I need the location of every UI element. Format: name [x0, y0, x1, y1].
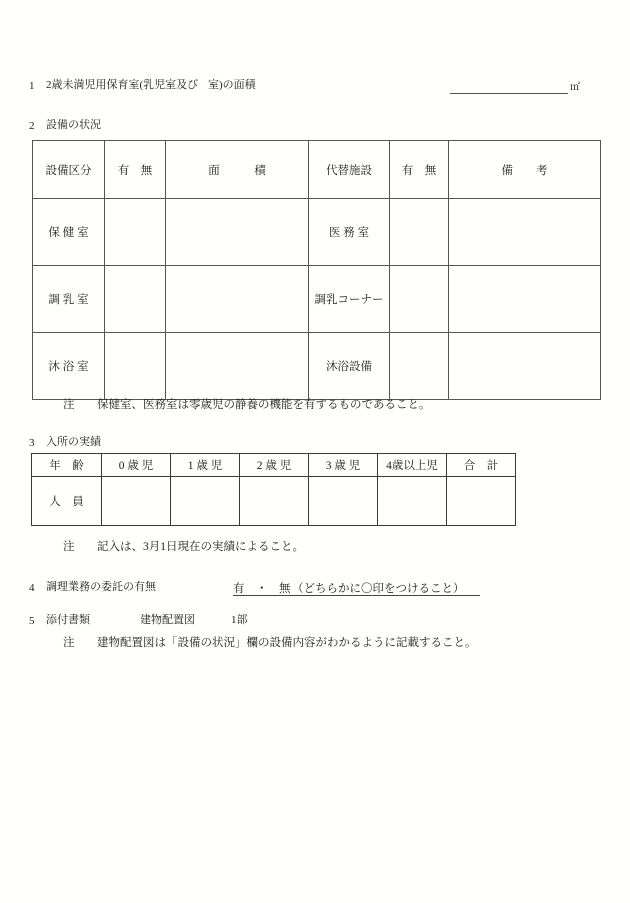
equipment-status-table — [32, 140, 601, 400]
cell-count-age-3[interactable] — [309, 477, 378, 526]
header-age-3: 3 歳 児 — [309, 454, 378, 477]
section-1-number: 1 — [29, 80, 35, 92]
cell-presence[interactable] — [105, 266, 166, 333]
header-age: 年 齢 — [32, 454, 102, 477]
header-alt-presence: 有 無 — [390, 141, 449, 199]
header-alt-facility: 代替施設 — [309, 141, 390, 199]
header-age-1: 1 歳 児 — [171, 454, 240, 477]
enrollment-record-table — [31, 453, 516, 526]
header-facility-category: 設備区分 — [33, 141, 105, 199]
cell-count-age-1[interactable] — [171, 477, 240, 526]
section-1-title-part2: 室)の面積 — [208, 79, 256, 91]
table-header-row — [33, 141, 601, 199]
cell-alt-facility: 医 務 室 — [309, 199, 390, 266]
cell-remarks[interactable] — [449, 333, 601, 400]
section-5-note-mark: 注 — [63, 637, 75, 649]
cell-count-age-2[interactable] — [240, 477, 309, 526]
table-row — [32, 477, 516, 526]
cell-facility: 沐 浴 室 — [33, 333, 105, 400]
section-4-title: 調理業務の委託の有無 — [46, 581, 156, 593]
section-5-number: 5 — [29, 615, 35, 627]
header-area: 面 積 — [166, 141, 309, 199]
header-age-0: 0 歳 児 — [102, 454, 171, 477]
cell-area[interactable] — [166, 333, 309, 400]
cell-row-label: 人 員 — [32, 477, 102, 526]
header-age-4-plus: 4歳以上児 — [378, 454, 447, 477]
table-row — [33, 333, 601, 400]
cell-presence[interactable] — [105, 333, 166, 400]
table-row — [33, 266, 601, 333]
cell-alt-facility: 調乳コーナー — [309, 266, 390, 333]
header-total: 合 計 — [447, 454, 516, 477]
cell-count-total[interactable] — [447, 477, 516, 526]
header-remarks: 備 考 — [449, 141, 601, 199]
cell-area[interactable] — [166, 266, 309, 333]
cell-area[interactable] — [166, 199, 309, 266]
section-3-title: 入所の実績 — [46, 436, 101, 448]
section-3-note-text: 記入は、3月1日現在の実績によること。 — [97, 541, 304, 553]
cell-facility: 保 健 室 — [33, 199, 105, 266]
cell-alt-facility: 沐浴設備 — [309, 333, 390, 400]
catering-outsourcing-choice-field[interactable] — [233, 580, 480, 596]
area-unit-label: ㎡ — [570, 82, 580, 93]
table-header-row — [32, 454, 516, 477]
circle-instruction-text: （どちらかに〇印をつけること） — [292, 583, 465, 595]
yes-no-option[interactable]: 有 ・ 無 — [233, 583, 291, 595]
cell-alt-presence[interactable] — [390, 266, 449, 333]
section-2-note-mark: 注 — [63, 399, 75, 411]
section-3-number: 3 — [29, 437, 35, 449]
area-input-blank[interactable] — [450, 80, 568, 94]
attachment-document-name: 建物配置図 — [140, 614, 195, 626]
cell-remarks[interactable] — [449, 199, 601, 266]
section-2-title: 設備の状況 — [46, 119, 101, 131]
section-4-number: 4 — [29, 582, 35, 594]
cell-alt-presence[interactable] — [390, 199, 449, 266]
header-presence: 有 無 — [105, 141, 166, 199]
section-2-number: 2 — [29, 120, 35, 132]
section-5-title: 添付書類 — [46, 614, 90, 626]
cell-facility: 調 乳 室 — [33, 266, 105, 333]
cell-remarks[interactable] — [449, 266, 601, 333]
table-row — [33, 199, 601, 266]
cell-alt-presence[interactable] — [390, 333, 449, 400]
attachment-quantity: 1部 — [231, 614, 248, 626]
cell-count-age-4[interactable] — [378, 477, 447, 526]
header-age-2: 2 歳 児 — [240, 454, 309, 477]
section-1-title-part1: 2歳未満児用保育室(乳児室及び — [46, 79, 199, 91]
section-5-note-text: 建物配置図は「設備の状況」欄の設備内容がわかるように記載すること。 — [97, 637, 477, 649]
cell-count-age-0[interactable] — [102, 477, 171, 526]
cell-presence[interactable] — [105, 199, 166, 266]
section-3-note-mark: 注 — [63, 541, 75, 553]
section-2-note-text: 保健室、医務室は零歳児の静養の機能を有するものであること。 — [97, 399, 431, 411]
